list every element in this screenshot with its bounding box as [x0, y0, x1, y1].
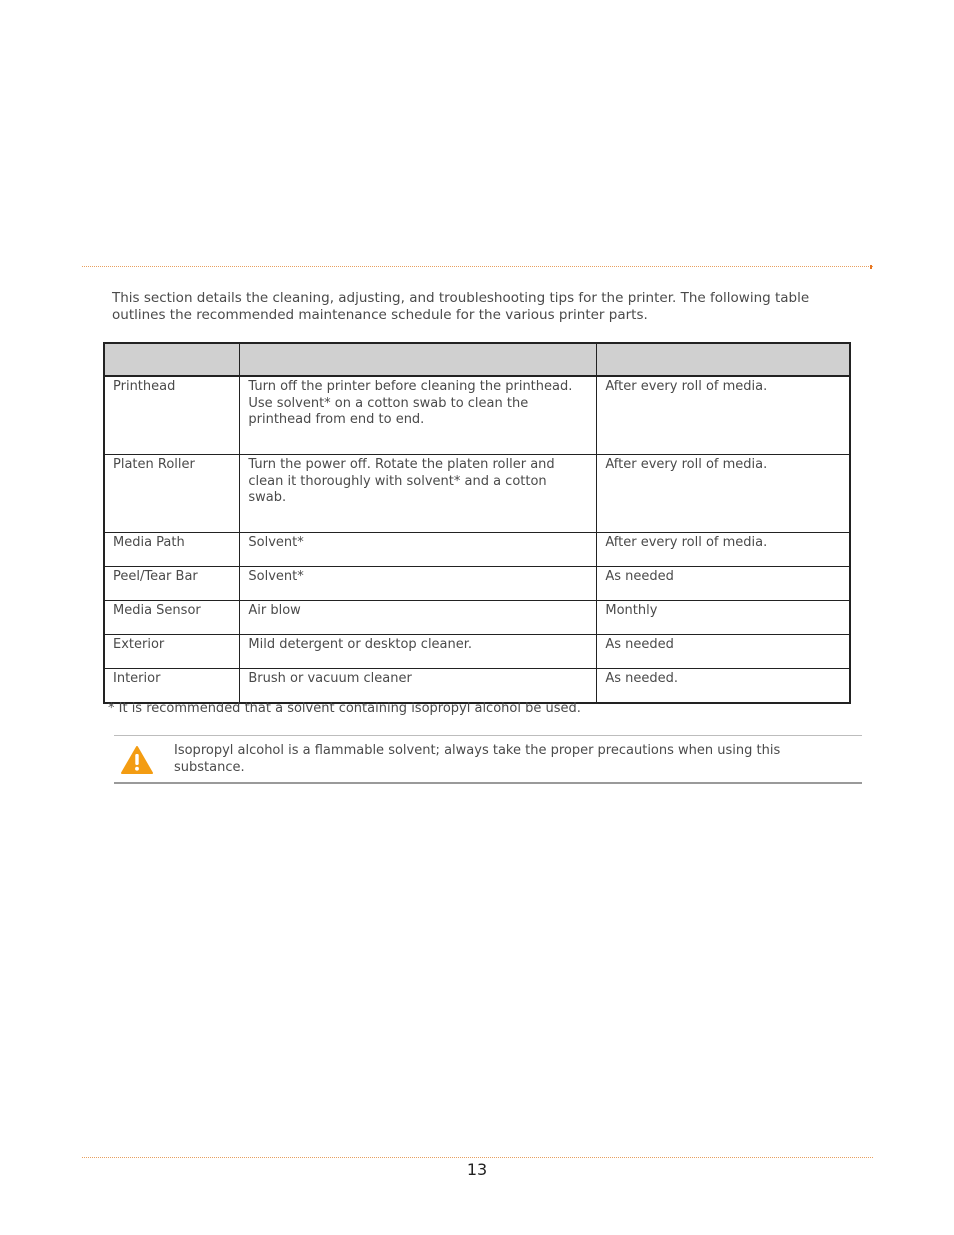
part-cell: Media Sensor: [104, 601, 240, 635]
table-header-row: [104, 343, 850, 376]
part-cell: Media Path: [104, 533, 240, 567]
part-cell: Printhead: [104, 376, 240, 455]
table-header-cell: [597, 343, 850, 376]
table-row: [104, 533, 850, 567]
interval-cell: As needed: [597, 635, 850, 669]
table-row: [104, 455, 850, 533]
table-row: [104, 567, 850, 601]
warning-text: Isopropyl alcohol is a flammable solvent; always take the proper precautions when using this substance.: [174, 743, 781, 775]
method-cell: Turn off the printer before cleaning the printhead. Use solvent* on a cotton swab to clean the printhead from end to end.: [240, 376, 597, 455]
warning-callout: [114, 735, 862, 784]
interval-cell: After every roll of media.: [597, 533, 850, 567]
table-row: [104, 669, 850, 704]
intro-paragraph: This section details the cleaning, adjusting, and troubleshooting tips for the printer. The following table outlines the recommended maintenance schedule for the various printer parts.: [112, 290, 810, 323]
warning-triangle-icon: [120, 745, 154, 775]
method-cell: Turn the power off. Rotate the platen roller and clean it thoroughly with solvent* and a cotton swab.: [240, 455, 597, 533]
method-cell: Mild detergent or desktop cleaner.: [240, 635, 597, 669]
interval-cell: As needed: [597, 567, 850, 601]
table-row: [104, 635, 850, 669]
part-cell: Peel/Tear Bar: [104, 567, 240, 601]
method-cell: Brush or vacuum cleaner: [240, 669, 597, 704]
interval-cell: Monthly: [597, 601, 850, 635]
interval-cell: After every roll of media.: [597, 455, 850, 533]
table-header-cell: [104, 343, 240, 376]
table-row: [104, 601, 850, 635]
method-cell: Air blow: [240, 601, 597, 635]
table-header-cell: [240, 343, 597, 376]
method-cell: Solvent*: [240, 533, 597, 567]
method-cell: Solvent*: [240, 567, 597, 601]
table-row: [104, 376, 850, 455]
footer-divider: [82, 1157, 873, 1158]
header-divider: [82, 266, 873, 267]
interval-cell: As needed.: [597, 669, 850, 704]
header-accent-mark: [870, 265, 872, 269]
table-footnote: * It is recommended that a solvent containing isopropyl alcohol be used.: [108, 701, 581, 716]
part-cell: Exterior: [104, 635, 240, 669]
part-cell: Platen Roller: [104, 455, 240, 533]
part-cell: Interior: [104, 669, 240, 704]
page-number: 13: [466, 1160, 488, 1179]
maintenance-schedule-table: [103, 342, 851, 704]
interval-cell: After every roll of media.: [597, 376, 850, 455]
